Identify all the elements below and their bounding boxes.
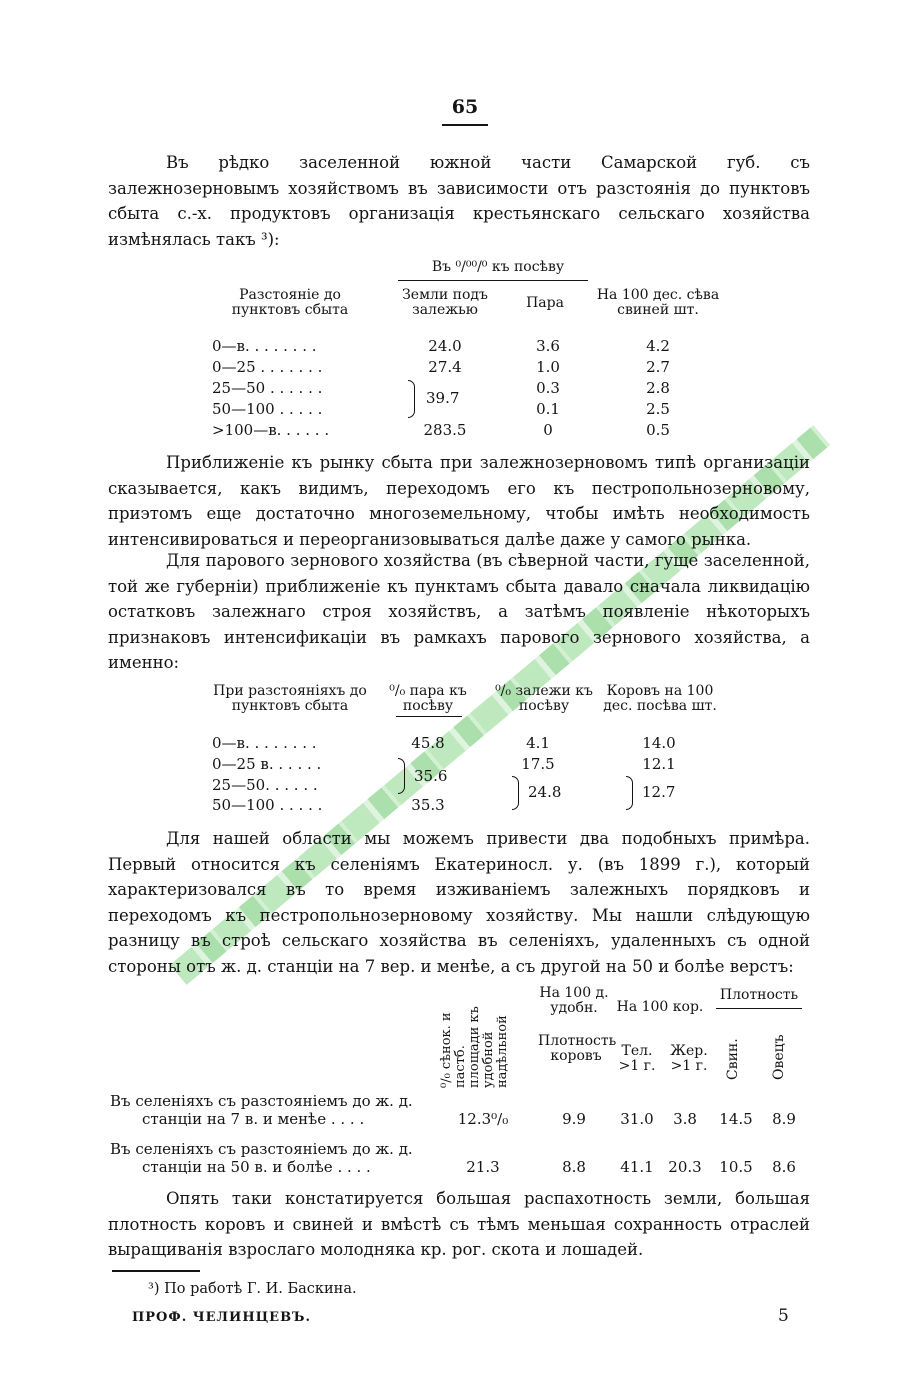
table3-row-label-2: станціи на 7 в. и менѣе . . . . — [142, 1110, 365, 1128]
footer-sheet-number: 5 — [778, 1306, 789, 1326]
table3-sheep: 8.9 — [772, 1110, 796, 1128]
table3-share: 21.3 — [466, 1158, 500, 1176]
table2-dist: 50—100 . . . . . — [212, 796, 323, 814]
paragraph-4-text: Для нашей области мы можемъ привести два подобныхъ примѣра. Первый относится къ селеніямъ Екатериносл. у. (въ 1899 г.), который характеризовался въ то время изживаніемъ залежныхъ порядковъ и переходомъ къ пестропольнозерновому хозяйству. Мы нашли слѣдующую разницу въ строѣ сельскаго хозяйства въ селеніяхъ, удаленныхъ съ одной стороны отъ ж. д. станціи на 7 вер. и менѣе, а съ другой на 50 и болѣе верстъ: — [108, 829, 810, 976]
table1-merged-land: 39.7 — [426, 389, 460, 407]
table3-col-sheep: Овецъ — [771, 1034, 787, 1080]
table3-row-label-1: Въ селеніяхъ съ разстояніемъ до ж. д. — [110, 1140, 413, 1158]
table1-land: 283.5 — [423, 421, 467, 439]
table3-group1: На 100 д. удобн. — [539, 985, 609, 1016]
page-number-underline — [442, 124, 488, 126]
table1-col-land: Земли подъ залежью — [402, 287, 488, 318]
table1-pigs: 0.5 — [646, 421, 670, 439]
table3-colts: 3.8 — [673, 1110, 697, 1128]
table2-dist: 25—50. . . . . . — [212, 776, 318, 794]
table3-col-pigs: Свин. — [725, 1038, 741, 1080]
table3-group3: Плотность — [719, 987, 799, 1003]
table2-brace-fallow — [398, 758, 405, 794]
table1-col-distance: Разстояніе до пунктовъ сбыта — [231, 287, 349, 318]
table3-col-calves: Тел. >1 г. — [618, 1043, 656, 1074]
table2-underline — [396, 716, 462, 717]
table1-land: 27.4 — [428, 358, 462, 376]
table2-fallow: 45.8 — [411, 734, 445, 752]
paragraph-3-text: Для парового зернового хозяйства (въ сѣверной части, гуще заселенной, той же губерніи) приближеніе къ пунктамъ сбыта давало сначала ликвидацію остатковъ залежнаго строя хозяйствъ, а затѣмъ появленіе нѣкоторыхъ признаковъ интенсификаціи въ рамкахъ парового зернового хозяйства, а именно: — [108, 551, 810, 673]
table2-land: 17.5 — [521, 755, 555, 773]
table1-dist: 25—50 . . . . . . — [212, 379, 323, 397]
footnote: ³) По работѣ Г. И. Баскина. — [148, 1281, 357, 1297]
table3-sheep: 8.6 — [772, 1158, 796, 1176]
footer-author: ПРОФ. ЧЕЛИНЦЕВЪ. — [132, 1310, 312, 1325]
table3-colts: 20.3 — [668, 1158, 702, 1176]
table3-density: 9.9 — [562, 1110, 586, 1128]
table1-fallow: 3.6 — [536, 337, 560, 355]
table1-col-fallow: Пара — [526, 295, 564, 311]
paragraph-1 — [108, 150, 810, 252]
table1-dist: 0—25 . . . . . . . — [212, 358, 323, 376]
table2-col-cows: Коровъ на 100 дес. посѣва шт. — [603, 683, 717, 714]
table1-pigs: 2.5 — [646, 400, 670, 418]
table3-share: 12.3⁰/₀ — [457, 1110, 509, 1128]
table1-fallow: 0 — [543, 421, 553, 439]
table2-col-land: ⁰/₀ залежи къ посѣву — [495, 683, 593, 714]
table3-group3-underline — [716, 1008, 802, 1009]
table1-group-underline — [398, 280, 588, 281]
paragraph-5 — [108, 1186, 810, 1263]
table3-row-label-1: Въ селеніяхъ съ разстояніемъ до ж. д. — [110, 1092, 413, 1110]
table2-cows: 14.0 — [642, 734, 676, 752]
paragraph-5-text: Опять таки констатируется большая распахотность земли, большая плотность коровъ и свиней и вмѣстѣ съ тѣмъ меньшая сохранность отраслей выращиванія взрослаго молодняка кр. рог. скота и лошадей. — [108, 1189, 810, 1260]
table1-fallow: 0.3 — [536, 379, 560, 397]
table1-brace — [408, 380, 415, 418]
table3-density: 8.8 — [562, 1158, 586, 1176]
table3-calves: 41.1 — [620, 1158, 654, 1176]
table3-group2: На 100 кор. — [616, 999, 704, 1015]
table3-col-colts: Жер. >1 г. — [670, 1043, 708, 1074]
table3-pigs: 10.5 — [719, 1158, 753, 1176]
paragraph-3 — [108, 548, 810, 676]
table1-pigs: 2.8 — [646, 379, 670, 397]
table3-calves: 31.0 — [620, 1110, 654, 1128]
paragraph-1-text: Въ рѣдко заселенной южной части Самарской губ. съ залежнозерновымъ хозяйствомъ въ зависимости отъ разстоянія до пунктовъ сбыта с.-х. продуктовъ организація крестьянскаго сельскаго хозяйства измѣнялась такъ ³): — [108, 153, 810, 249]
table2-merged-cows: 12.7 — [642, 783, 676, 801]
table1-dist: >100—в. . . . . . — [212, 421, 330, 439]
table1-fallow: 0.1 — [536, 400, 560, 418]
table2-brace-cows — [626, 776, 633, 810]
table3-col-share: ⁰/₀ сѣнок. и пастб. площади къ удобной надѣльной — [439, 1006, 510, 1088]
table2-dist: 0—в. . . . . . . . — [212, 734, 317, 752]
table2-dist: 0—25 в. . . . . . — [212, 755, 322, 773]
table1-dist: 0—в. . . . . . . . — [212, 337, 317, 355]
table2-fallow: 35.3 — [411, 796, 445, 814]
table3-row-label-2: станціи на 50 в. и болѣе . . . . — [142, 1158, 371, 1176]
table1-pigs: 4.2 — [646, 337, 670, 355]
table2-brace-land — [512, 776, 519, 810]
table1-fallow: 1.0 — [536, 358, 560, 376]
table1-col-pigs: На 100 дес. сѣва свиней шт. — [596, 287, 720, 318]
table1-pigs: 2.7 — [646, 358, 670, 376]
footnote-rule — [112, 1270, 200, 1272]
table2-cows: 12.1 — [642, 755, 676, 773]
table2-land: 4.1 — [526, 734, 550, 752]
table2-col-distance: При разстояніяхъ до пунктовъ сбыта — [213, 683, 367, 714]
table2-col-fallow: ⁰/₀ пара къ посѣву — [389, 683, 467, 714]
table3-pigs: 14.5 — [719, 1110, 753, 1128]
table3-col-density: Плотность коровъ — [538, 1033, 617, 1064]
table1-group-header: Въ ⁰/⁰⁰/⁰ къ посѣву — [431, 259, 565, 275]
paragraph-2 — [108, 450, 810, 552]
paragraph-2-text: Приближеніе къ рынку сбыта при залежнозерновомъ типѣ организаціи сказывается, какъ видимъ, переходомъ его къ пестропольнозерновому, приэтомъ еще достаточно многоземельному, чтобы имѣть необходимость интенсивироваться и переорганизовываться далѣе даже у самого рынка. — [108, 453, 810, 549]
table2-merged-land: 24.8 — [528, 783, 562, 801]
paragraph-4 — [108, 826, 810, 980]
page-number: 65 — [451, 96, 479, 118]
table1-land: 24.0 — [428, 337, 462, 355]
table1-dist: 50—100 . . . . . — [212, 400, 323, 418]
table2-merged-fallow: 35.6 — [414, 767, 448, 785]
